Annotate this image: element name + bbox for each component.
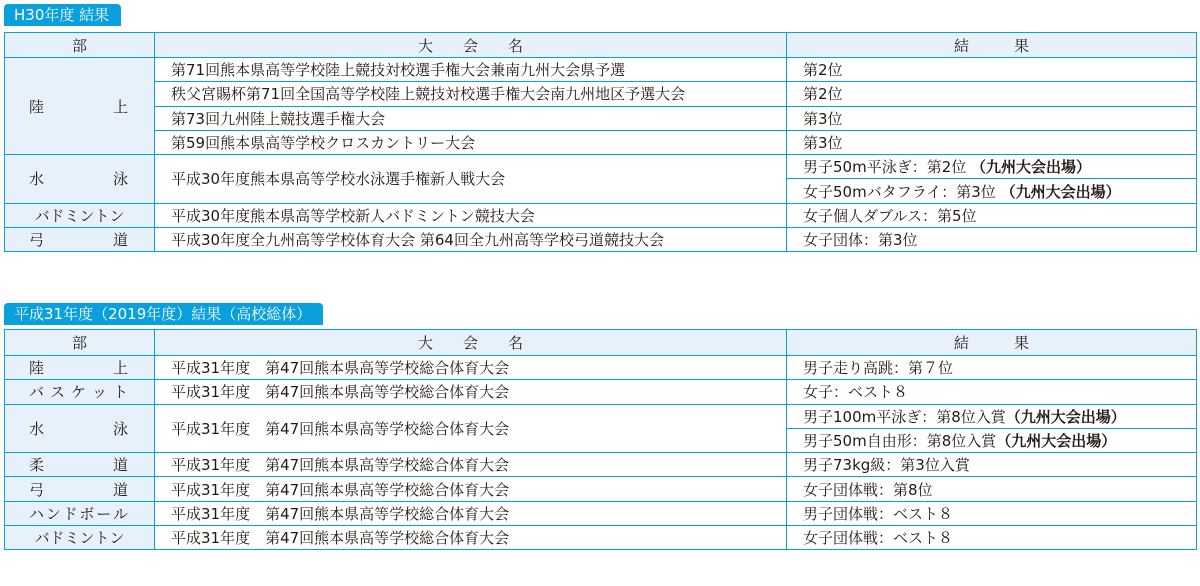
club-cell: [5, 477, 155, 501]
club-name-char: 陸: [29, 97, 45, 116]
result-text: 女子団体：第3位: [803, 231, 918, 250]
table-row: [5, 404, 1197, 428]
club-name-char: 水: [29, 419, 45, 438]
results-table-h31: [4, 329, 1197, 550]
section-h31-title: 平成31年度（2019年度）結果（高校総体）: [4, 303, 323, 325]
header-kekka: 結 果: [787, 33, 1197, 58]
tournament-name: 第59回熊本県高等学校クロスカントリー大会: [155, 130, 787, 154]
tournament-name: 秩父宮賜杯第71回全国高等学校陸上競技対校選手権大会南九州地区予選大会: [155, 82, 787, 106]
tournament-name: 平成30年度熊本県高等学校新人バドミントン競技大会: [155, 203, 787, 227]
result-text: 男子100m平泳ぎ：第8位入賞: [803, 407, 1006, 426]
table-row: [5, 380, 1197, 404]
tournament-name: 平成31年度 第47回熊本県高等学校総合体育大会: [155, 526, 787, 550]
club-name-char: 陸: [29, 359, 45, 378]
result-text: 男子団体戦：ベスト８: [803, 504, 954, 523]
table-row: [5, 130, 1197, 154]
result-cell: [787, 58, 1197, 82]
result-text: 女子団体戦：ベスト８: [803, 529, 954, 548]
table-row: [5, 501, 1197, 525]
club-name-char: 道: [112, 456, 128, 475]
result-cell: [787, 228, 1197, 252]
table-row: [5, 203, 1197, 227]
tournament-name: 平成31年度 第47回熊本県高等学校総合体育大会: [155, 404, 787, 453]
club-name-char: 道: [112, 480, 128, 499]
kyushu-qualifier-note: （九州大会出場）: [996, 432, 1117, 451]
table-row: [5, 477, 1197, 501]
club-name-char: 上: [112, 359, 128, 378]
tournament-name: 第71回熊本県高等学校陸上競技対校選手権大会兼南九州大会県予選: [155, 58, 787, 82]
tournament-name: 平成31年度 第47回熊本県高等学校総合体育大会: [155, 477, 787, 501]
club-name-char: バドミントン: [34, 206, 125, 225]
club-name-char: ー: [96, 504, 112, 523]
result-text: 男子50m平泳ぎ：第2位: [803, 158, 972, 177]
club-cell: [5, 58, 155, 155]
club-name-char: 弓: [29, 231, 45, 250]
table-row: [5, 106, 1197, 130]
tournament-name: 平成31年度 第47回熊本県高等学校総合体育大会: [155, 453, 787, 477]
club-name-char: ケ: [70, 383, 86, 402]
table-row: [5, 526, 1197, 550]
header-kekka: 結 果: [787, 330, 1197, 356]
club-name-char: ン: [45, 504, 61, 523]
club-cell: [5, 453, 155, 477]
table-row: [5, 453, 1197, 477]
header-taikai: 大 会 名: [155, 33, 787, 58]
club-name-char: ト: [112, 383, 128, 402]
tournament-name: 平成30年度熊本県高等学校水泳選手権新人戦大会: [155, 155, 787, 204]
club-cell: [5, 404, 155, 453]
result-cell: [787, 130, 1197, 154]
result-text: 第3位: [803, 109, 843, 128]
tournament-name: 平成30年度全九州高等学校体育大会 第64回全九州高等学校弓道競技大会: [155, 228, 787, 252]
result-text: 男子走り高跳：第７位: [803, 359, 954, 378]
result-text: 第2位: [803, 61, 843, 80]
club-name-char: ス: [49, 383, 65, 402]
club-cell: [5, 526, 155, 550]
tournament-name: 平成31年度 第47回熊本県高等学校総合体育大会: [155, 356, 787, 380]
club-name-char: 上: [112, 97, 128, 116]
club-cell: [5, 501, 155, 525]
table-row: [5, 58, 1197, 82]
table-row: [5, 82, 1197, 106]
result-text: 女子個人ダブルス：第5位: [803, 206, 977, 225]
result-cell: [787, 477, 1197, 501]
club-cell: [5, 155, 155, 204]
result-cell: [787, 155, 1197, 179]
result-cell: [787, 356, 1197, 380]
club-name-char: ド: [62, 504, 78, 523]
result-cell: [787, 203, 1197, 227]
header-bu: 部: [5, 33, 155, 58]
result-cell: [787, 453, 1197, 477]
table-row: [5, 155, 1197, 179]
club-name-char: 水: [29, 170, 45, 189]
result-text: 男子73kg級：第3位入賞: [803, 456, 970, 475]
kyushu-qualifier-note: （九州大会出場）: [1005, 407, 1126, 426]
club-name-char: 泳: [112, 419, 128, 438]
result-text: 女子：ベスト８: [803, 383, 909, 402]
header-bu: 部: [5, 330, 155, 356]
header-taikai: 大 会 名: [155, 330, 787, 356]
result-cell: [787, 82, 1197, 106]
result-text: 女子団体戦：第8位: [803, 480, 933, 499]
result-text: 女子50mバタフライ：第3位: [803, 182, 1001, 201]
club-name-char: 泳: [112, 170, 128, 189]
tournament-name: 平成31年度 第47回熊本県高等学校総合体育大会: [155, 501, 787, 525]
tournament-name: 第73回九州陸上競技選手権大会: [155, 106, 787, 130]
result-cell: [787, 526, 1197, 550]
kyushu-qualifier-note: （九州大会出場）: [971, 158, 1092, 177]
result-cell: [787, 179, 1197, 203]
result-cell: [787, 106, 1197, 130]
club-name-char: ハ: [29, 504, 45, 523]
result-cell: [787, 501, 1197, 525]
club-name-char: ボ: [79, 504, 95, 523]
section-h30-title: H30年度 結果: [4, 4, 121, 26]
result-cell: [787, 380, 1197, 404]
club-name-char: バ: [29, 383, 45, 402]
result-text: 第2位: [803, 85, 843, 104]
club-name-char: バドミントン: [34, 529, 125, 548]
club-name-char: ッ: [91, 383, 107, 402]
club-cell: [5, 203, 155, 227]
table-row: [5, 356, 1197, 380]
kyushu-qualifier-note: （九州大会出場）: [1000, 182, 1121, 201]
results-table-h30: [4, 32, 1197, 252]
club-name-char: ル: [112, 504, 128, 523]
result-text: 第3位: [803, 134, 843, 153]
club-name-char: 弓: [29, 480, 45, 499]
result-cell: [787, 428, 1197, 452]
tournament-name: 平成31年度 第47回熊本県高等学校総合体育大会: [155, 380, 787, 404]
table-row: [5, 228, 1197, 252]
club-cell: [5, 380, 155, 404]
club-cell: [5, 356, 155, 380]
result-text: 男子50m自由形：第8位入賞: [803, 432, 997, 451]
result-cell: [787, 404, 1197, 428]
club-name-char: 道: [112, 231, 128, 250]
club-name-char: 柔: [29, 456, 45, 475]
club-cell: [5, 228, 155, 252]
